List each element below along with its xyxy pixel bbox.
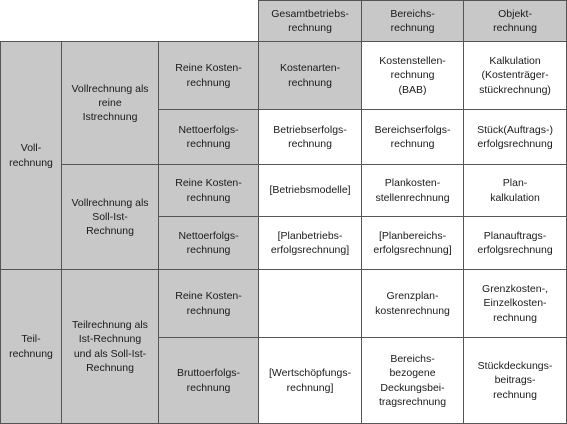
- cell-objekt: Stück(Auftrags-) erfolgsrechnung: [464, 110, 567, 165]
- cell-gesamt: [Betriebsmodelle]: [259, 165, 362, 217]
- table-row: [1, 42, 567, 110]
- row-label: Reine Kosten- rechnung: [159, 42, 259, 110]
- subgroup-teil: Teilrechnung als Ist-Rechnung und als Soll-Ist- Rechnung: [62, 270, 159, 424]
- row-label: Bruttoerfolgs- rechnung: [159, 338, 259, 424]
- cell-objekt: Stückdeckungs- beitrags- rechnung: [464, 338, 567, 424]
- cell-objekt: Kalkulation (Kostenträger- stückrechnung): [464, 42, 567, 110]
- header-bereichsrechnung: Bereichs- rechnung: [362, 1, 464, 42]
- cell-gesamt: Kostenarten- rechnung: [259, 42, 362, 110]
- header-objektrechnung: Objekt- rechnung: [464, 1, 567, 42]
- cell-bereich: [Planbereichs- erfolgsrechnung]: [362, 217, 464, 270]
- cell-bereich: Grenzplan- kostenrechnung: [362, 270, 464, 338]
- row-label: Nettoerfolgs- rechnung: [159, 217, 259, 270]
- cell-bereich: Kostenstellen- rechnung (BAB): [362, 42, 464, 110]
- cell-gesamt: [259, 270, 362, 338]
- cell-objekt: Planauftrags- erfolgsrechnung: [464, 217, 567, 270]
- subgroup-soll-ist: Vollrechnung als Soll-Ist- Rechnung: [62, 165, 159, 270]
- row-label: Reine Kosten- rechnung: [159, 270, 259, 338]
- cell-bereich: Bereichs- bezogene Deckungsbei- tragsrechnung: [362, 338, 464, 424]
- cell-gesamt: [Wertschöpfungs- rechnung]: [259, 338, 362, 424]
- group-teilrechnung: Teil- rechnung: [1, 270, 62, 424]
- cell-gesamt: Betriebserfolgs- rechnung: [259, 110, 362, 165]
- group-vollrechnung: Voll- rechnung: [1, 42, 62, 270]
- cell-gesamt: [Planbetriebs- erfolgsrechnung]: [259, 217, 362, 270]
- subgroup-ist: Vollrechnung als reine Istrechnung: [62, 42, 159, 165]
- header-gesamtbetriebsrechnung: Gesamtbetriebs- rechnung: [259, 1, 362, 42]
- row-label: Nettoerfolgs- rechnung: [159, 110, 259, 165]
- cell-objekt: Plan- kalkulation: [464, 165, 567, 217]
- table-row: [1, 270, 567, 338]
- cell-bereich: Bereichserfolgs- rechnung: [362, 110, 464, 165]
- row-label: Reine Kosten- rechnung: [159, 165, 259, 217]
- header-row: [1, 1, 567, 42]
- empty-corner-cell: [1, 1, 259, 42]
- cell-objekt: Grenzkosten-, Einzelkosten- rechnung: [464, 270, 567, 338]
- table-row: [1, 165, 567, 217]
- cell-bereich: Plankosten- stellenrechnung: [362, 165, 464, 217]
